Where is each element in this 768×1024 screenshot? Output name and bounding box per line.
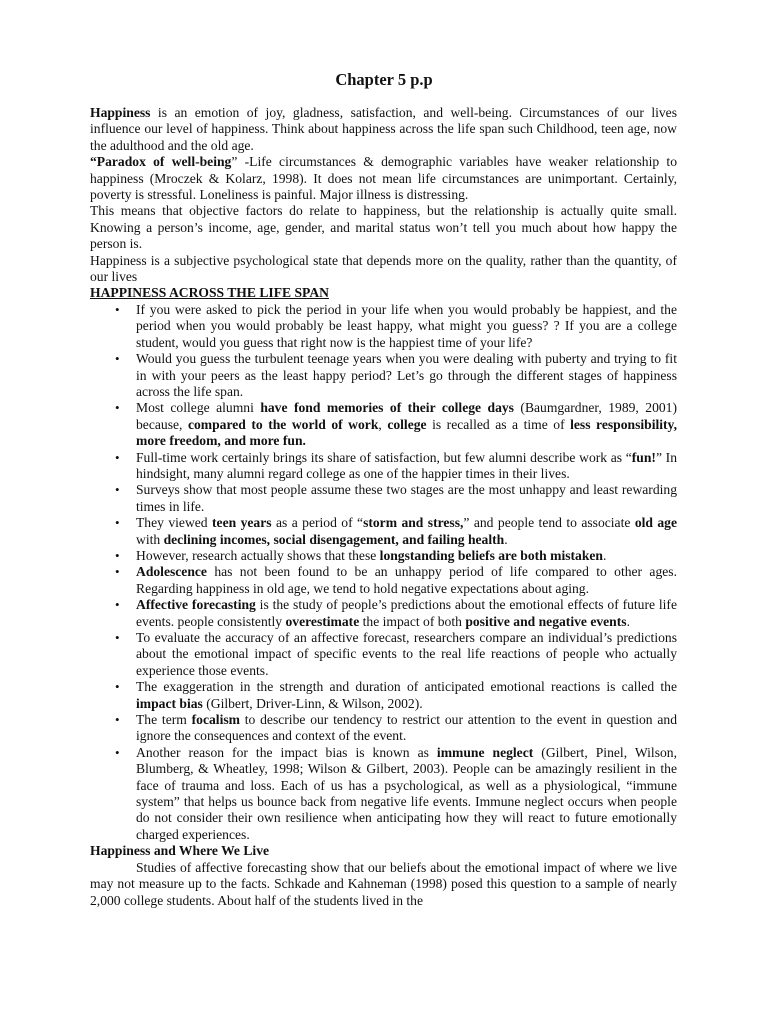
text-run: the impact of both: [359, 613, 466, 629]
bold-term: impact bias: [136, 695, 203, 711]
text-run: ” -Life circumstances & demographic variables have weaker relationship to happiness (Mroczek & Kolarz, 1998). It does not mean life circumstances are unimportant. Certainly, poverty is stressful. Loneliness is painful. Major illness is distressing.: [90, 154, 677, 203]
bold-term: compared to the world of work: [187, 416, 379, 432]
text-run: .: [504, 531, 508, 547]
text-run: to describe our tendency to restrict our attention to the event in question and ignore the consequences and context of the event.: [136, 712, 678, 744]
text-run: This means that objective factors do relate to happiness, but the relationship is actually quite small. Knowing a person’s income, age, gender, and marital status won’t tell you much about how happy the person is.: [90, 203, 677, 252]
text-run: ,: [378, 416, 388, 432]
bold-term: less responsibility, more freedom, and more fun.: [136, 416, 677, 449]
bold-term: positive and negative events: [465, 613, 627, 629]
bold-term: teen years: [212, 515, 272, 531]
intro-section: [90, 105, 677, 285]
section-heading: HAPPINESS ACROSS THE LIFE SPAN: [90, 285, 329, 301]
bullet-item: [90, 548, 677, 564]
bullet-item: [90, 630, 677, 679]
bullet-item: [90, 564, 677, 597]
bold-term: declining incomes, social disengagement, and failing health: [163, 531, 505, 547]
text-run: They viewed: [136, 515, 213, 531]
text-run: (Gilbert, Pinel, Wilson, Blumberg, & Wheatley, 1998; Wilson & Gilbert, 2003). People can be amazingly resilient in the face of trauma and loss. Each of us has a psychological, as well as a physiological, “immune system” that helps us bounce back from negative life events. Immune neglect occurs when people do not consider their own resilience when anticipating how they will react to future emotionally charged experiences.: [136, 744, 677, 842]
bold-term: overestimate: [285, 613, 360, 629]
text-run: has not been found to be an unhappy period of life compared to other ages. Regarding happiness in old age, we tend to hold negative expectations about aging.: [136, 564, 677, 596]
text-run: as a period of “: [271, 515, 364, 531]
text-run: If you were asked to pick the period in your life when you would probably be happiest, and the period when you would probably be least happy, what might you guess? ? If you are a college student, would you guess that right now is the happiest time of your life?: [136, 301, 677, 350]
text-run: (Baumgardner, 1989, 2001) because,: [136, 400, 677, 432]
text-run: Surveys show that most people assume these two stages are the most unhappy and least rewarding times in life.: [136, 482, 677, 514]
text-run: However, research actually shows that these: [136, 547, 380, 563]
intro-paragraph: [90, 253, 677, 286]
bullet-item: [90, 302, 677, 351]
text-run: (Gilbert, Driver-Linn, & Wilson, 2002).: [202, 695, 423, 711]
intro-paragraph: [90, 154, 677, 203]
bullet-item: [90, 351, 677, 400]
text-run: Would you guess the turbulent teenage years when you were dealing with puberty and trying to fit in with your peers as the least happy period? Let’s go through the different stages of happiness across the life span.: [136, 351, 677, 399]
text-run: Most college alumni: [136, 400, 261, 416]
intro-paragraph: [90, 203, 677, 252]
bullet-item: [90, 482, 677, 515]
text-run: .: [603, 547, 607, 563]
text-run: .: [626, 613, 630, 629]
text-run: Happiness is a subjective psychological state that depends more on the quality, rather than the quantity, of our lives: [90, 252, 677, 285]
subsection-heading: Happiness and Where We Live: [90, 843, 270, 859]
bullet-item: [90, 400, 677, 449]
subsection-paragraph: Studies of affective forecasting show that our beliefs about the emotional impact of where we live may not measure up to the facts. Schkade and Kahneman (1998) posed this question to a sample of nearly 2,000 college students. About half of the students lived in the: [90, 859, 677, 908]
bold-term: storm and stress,: [363, 515, 464, 531]
bold-term: Adolescence: [136, 564, 207, 580]
text-run: The exaggeration in the strength and duration of anticipated emotional reactions is called the: [136, 679, 677, 695]
bold-term: have fond memories of their college days: [260, 400, 514, 416]
bold-term: longstanding beliefs are both mistaken: [379, 547, 603, 563]
text-run: To evaluate the accuracy of an affective forecast, researchers compare an individual’s predictions about the emotional impact of specific events to the real life reactions of people who actually experience those events.: [136, 630, 677, 678]
bold-term: focalism: [191, 712, 240, 728]
intro-paragraph: [90, 105, 677, 154]
text-run: ” and people tend to associate: [463, 515, 635, 531]
bold-term: immune neglect: [436, 744, 534, 760]
document-body: [90, 105, 677, 909]
bullet-list: [90, 302, 677, 843]
bullet-item: [90, 515, 677, 548]
bullet-item: [90, 745, 677, 843]
bold-term: Happiness: [90, 105, 151, 120]
text-run: is recalled as a time of: [426, 416, 571, 432]
text-run: with: [136, 531, 164, 547]
text-run: Another reason for the impact bias is known as: [136, 744, 437, 760]
page-title: Chapter 5 p.p: [335, 70, 433, 89]
bold-term: fun!: [631, 449, 656, 465]
bold-term: college: [387, 416, 427, 432]
bullet-item: [90, 679, 677, 712]
bullet-item: [90, 712, 677, 745]
text-run: The term: [136, 712, 192, 728]
text-run: is the study of people’s predictions about the emotional effects of future life events. people consistently: [136, 597, 677, 629]
text-run: ” In hindsight, many alumni regard college as one of the happier times in their lives.: [136, 449, 678, 481]
bold-term: old age: [634, 515, 678, 531]
text-run: is an emotion of joy, gladness, satisfaction, and well-being. Circumstances of our lives influence our level of happiness. Think about happiness across the life span such Childhood, teen age, now the adulthood and the old age.: [90, 105, 677, 153]
bold-term: Affective forecasting: [136, 597, 256, 613]
bullet-item: [90, 450, 677, 483]
bullet-item: [90, 597, 677, 630]
text-run: Full-time work certainly brings its share of satisfaction, but few alumni describe work as “: [136, 449, 632, 465]
bold-term: “Paradox of well-being: [90, 154, 232, 170]
